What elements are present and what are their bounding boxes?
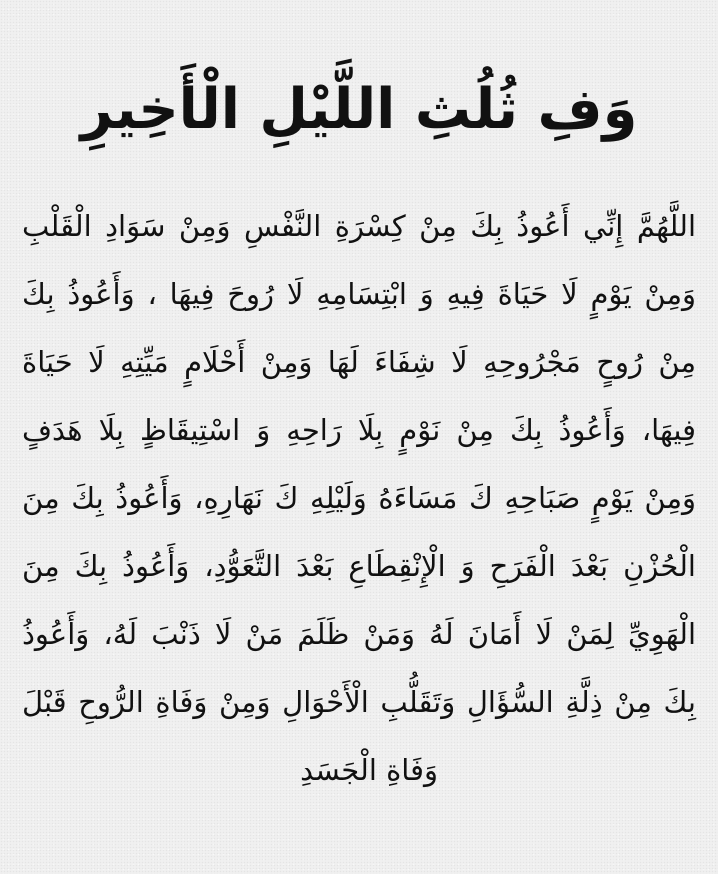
dua-line: الْحُزْنِ بَعْدَ الْفَرَحِ وَ الْإِنْقِطَاعِ بَعْدَ التَّعَوُّدِ، وَأَعُوذُ بِكَ مِنَ (22, 549, 696, 583)
dua-line: وَمِنْ يَوْمٍ صَبَاحِهِ كَ مَسَاءَهُ وَلَيْلِهِ كَ نَهَارِهِ، وَأَعُوذُ بِكَ مِنَ (22, 481, 696, 515)
dua-line: فِيهَا، وَأَعُوذُ بِكَ مِنْ نَوْمٍ بِلَا رَاحِهِ وَ اسْتِيقَاظٍ بِلَا هَدَفٍ (22, 413, 696, 447)
dua-line: الْهَوِيِّ لِمَنْ لَا أَمَانَ لَهُ وَمَنْ ظَلَمَ مَنْ لَا ذَنْبَ لَهُ، وَأَعُوذُ (22, 617, 696, 651)
dua-line: اللَّهُمَّ إِنِّي أَعُوذُ بِكَ مِنْ كِسْرَةِ النَّفْسِ وَمِنْ سَوَادِ الْقَلْبِ (22, 209, 696, 243)
dua-text (22, 192, 696, 804)
dua-line: بِكَ مِنْ ذِلَّةِ السُّؤَالِ وَتَقَلُّبِ الْأَحْوَالِ وَمِنْ وَفَاةِ الرُّوحِ قَبْلَ (22, 685, 696, 719)
dua-line: مِنْ رُوحٍ مَجْرُوحِهِ لَا شِفَاءَ لَهَا وَمِنْ أَحْلَامٍ مَيِّتِهِ لَا حَيَاةَ (22, 345, 696, 379)
page-title: وَفِ ثُلُثِ اللَّيْلِ الْأَخِيرِ (80, 77, 638, 142)
dua-line: وَفَاةِ الْجَسَدِ (300, 753, 438, 787)
dua-line: وَمِنْ يَوْمٍ لَا حَيَاةَ فِيهِ وَ ابْتِسَامِهِ لَا رُوحَ فِيهَا ، وَأَعُوذُ بِكَ (22, 277, 696, 311)
